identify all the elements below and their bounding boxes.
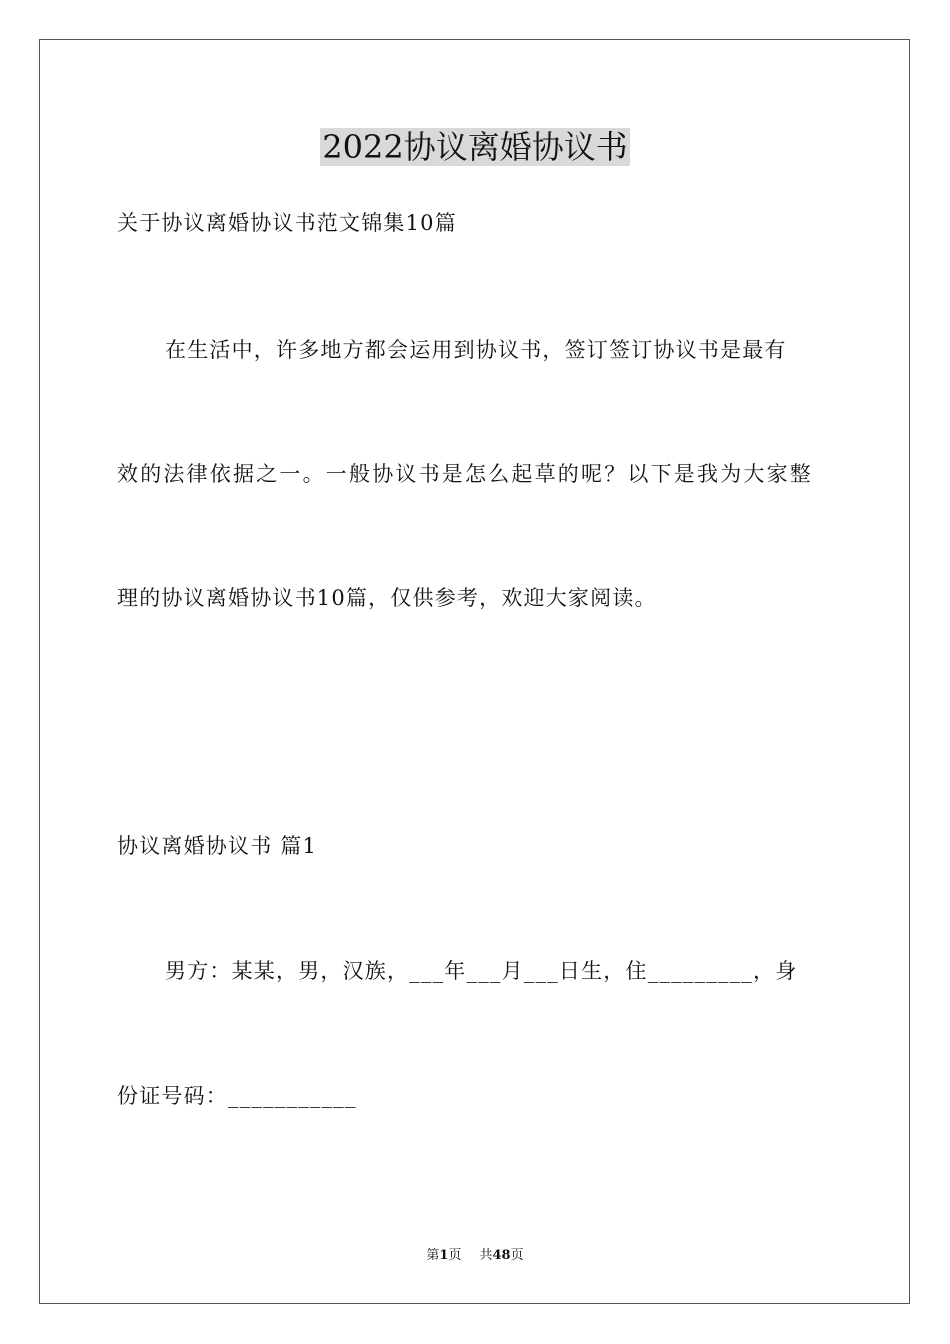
document-title: [0, 124, 950, 170]
footer-total-prefix: 共: [479, 1248, 493, 1263]
intro-line-2: 效的法律依据之一。一般协议书是怎么起草的呢？以下是我为大家整: [117, 462, 813, 486]
document-subtitle: 关于协议离婚协议书范文锦集10篇: [117, 211, 457, 235]
footer-page-prefix: 第: [426, 1248, 440, 1263]
body-line-2: 份证号码：___________: [117, 1084, 357, 1108]
intro-line-1: 在生活中，许多地方都会运用到协议书，签订签订协议书是最有: [165, 338, 787, 362]
body-line-1: 男方：某某，男，汉族，___年___月___日生，住_________，身: [165, 959, 798, 983]
footer-total-pages: 48: [492, 1248, 511, 1263]
intro-line-3: 理的协议离婚协议书10篇，仅供参考，欢迎大家阅读。: [117, 586, 657, 610]
document-title-text: 2022协议离婚协议书: [322, 128, 628, 166]
footer-page-number: 1: [439, 1248, 449, 1263]
section-heading: 协议离婚协议书 篇1: [117, 834, 318, 858]
footer-page-suffix: 页: [448, 1248, 462, 1263]
page-footer: [0, 1247, 950, 1265]
footer-total-suffix: 页: [510, 1248, 524, 1263]
